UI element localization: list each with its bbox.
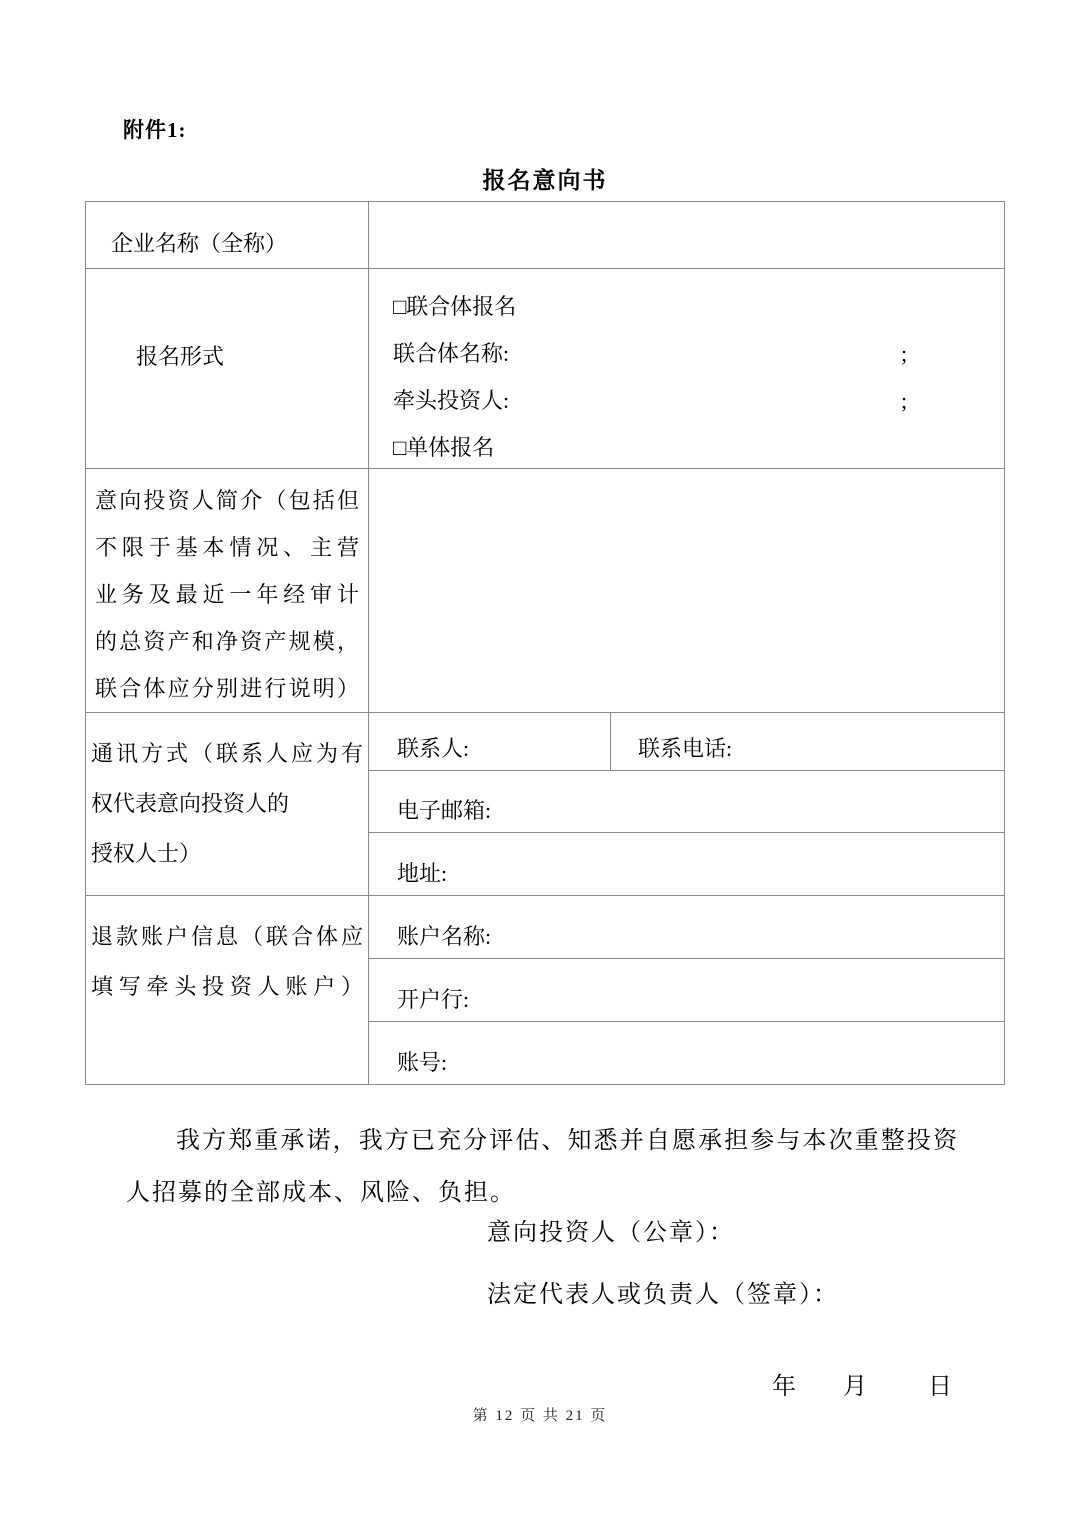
date-year-label: 年 [772, 1374, 796, 1400]
refund-account-label [86, 896, 369, 1084]
date-day-label: 日 [928, 1374, 952, 1400]
row-refund-account [86, 896, 1004, 1084]
registration-form-options [369, 269, 1004, 468]
investor-profile-label-line: 不限于基本情况、主营 [95, 535, 359, 560]
investor-seal-line: 意向投资人（公章）： [487, 1220, 735, 1246]
address-row [369, 833, 1004, 895]
checkbox-single-icon: □ [393, 435, 407, 460]
option-single [393, 424, 1004, 471]
contact-info-label [86, 713, 369, 895]
legal-representative-line: 法定代表人或负责人（签章）： [487, 1282, 839, 1308]
registration-form-table [85, 201, 1005, 1085]
option-consortium [393, 283, 1004, 330]
row-registration-form [86, 269, 1004, 469]
investor-profile-label-line: 的总资产和净资产规模， [95, 629, 359, 654]
investor-profile-value-cell [369, 469, 1004, 712]
registration-form-label: 报名形式 [86, 269, 369, 468]
declaration-paragraph: 我方郑重承诺，我方已充分评估、知悉并自愿承担参与本次重整投资人招募的全部成本、风险、负担。 [126, 1128, 959, 1206]
refund-account-cells [369, 896, 1004, 1084]
checkbox-consortium-icon: □ [393, 294, 407, 319]
contact-info-label-line: 通讯方式（联系人应为有 [91, 741, 363, 766]
email-label: 电子邮箱: [397, 798, 492, 823]
page-number-footer: 第 12 页 共 21 页 [472, 1408, 608, 1424]
contact-info-label-line: 权代表意向投资人的 [91, 791, 290, 816]
contact-info-cells [369, 713, 1004, 895]
account-name-label: 账户名称: [397, 924, 492, 949]
attachment-label: 附件1: [123, 118, 187, 142]
investor-profile-label-line: 意向投资人简介（包括但 [95, 488, 359, 513]
contact-person-label: 联系人: [369, 713, 611, 770]
account-number-row [369, 1022, 1004, 1084]
lead-investor-semicolon: ; [901, 388, 908, 413]
refund-account-label-line: 填写牵头投资人账户） [91, 974, 363, 999]
contact-info-label-line: 授权人士） [91, 841, 202, 866]
lead-investor-line [393, 377, 1004, 424]
lead-investor-label: 牵头投资人: [393, 388, 510, 413]
investor-profile-label [86, 469, 369, 712]
contact-person-row [369, 713, 1004, 771]
row-contact-info [86, 713, 1004, 896]
contact-phone-label: 联系电话: [638, 736, 733, 761]
option-consortium-label: 联合体报名 [406, 294, 517, 319]
company-name-value-cell [369, 202, 1004, 268]
row-company-name [86, 202, 1004, 269]
page-title: 报名意向书 [482, 168, 608, 193]
address-label: 地址: [397, 861, 448, 886]
consortium-name-line [393, 330, 1004, 377]
consortium-name-semicolon: ; [901, 341, 908, 366]
option-single-label: 单体报名 [406, 435, 495, 460]
company-name-label: 企业名称（全称） [86, 202, 369, 268]
bank-row [369, 959, 1004, 1022]
account-name-row [369, 896, 1004, 959]
investor-profile-label-line: 业务及最近一年经审计 [95, 582, 359, 607]
account-number-label: 账号: [397, 1050, 448, 1075]
refund-account-label-line: 退款账户信息（联合体应 [91, 924, 363, 949]
date-month-label: 月 [843, 1374, 867, 1400]
bank-label: 开户行: [397, 987, 470, 1012]
consortium-name-label: 联合体名称: [393, 341, 510, 366]
investor-profile-label-line: 联合体应分别进行说明） [95, 676, 359, 701]
email-row [369, 771, 1004, 833]
row-investor-profile [86, 469, 1004, 713]
